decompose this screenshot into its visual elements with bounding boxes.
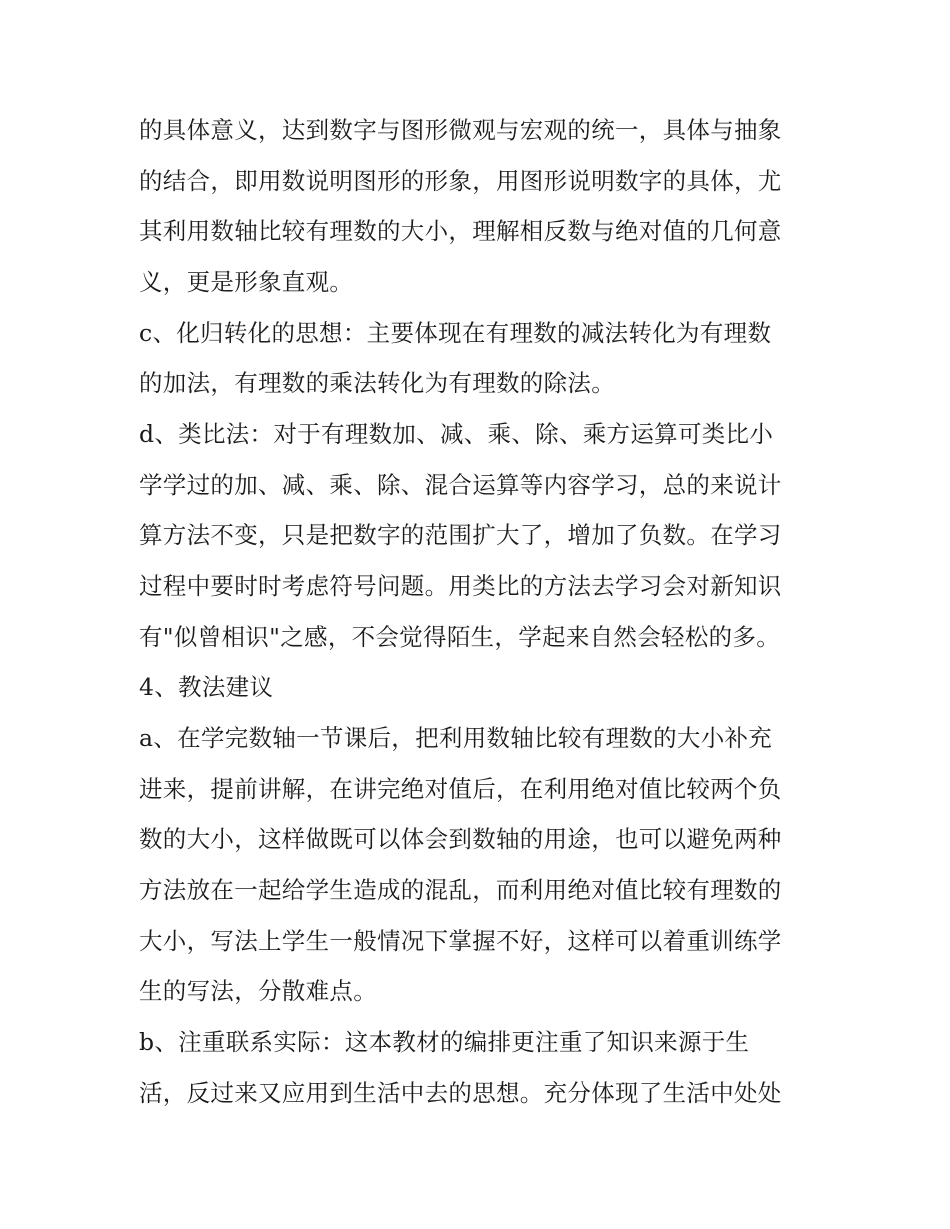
text-line-1: 的具体意义，达到数字与图形微观与宏观的统一，具体与抽象 [139,116,782,144]
text-line-4: 义，更是形象直观。 [139,268,354,296]
text-line-3: 其利用数轴比较有理数的大小，理解相反数与绝对值的几何意 [139,217,782,245]
text-line-19: b、注重联系实际：这本教材的编排更注重了知识来源于生 [139,1028,750,1056]
text-line-12: 4、教法建议 [139,673,274,701]
text-line-14: 进来，提前讲解，在讲完绝对值后，在利用绝对值比较两个负 [139,775,782,803]
text-line-20: 活，反过来又应用到生活中去的思想。充分体现了生活中处处 [139,1079,782,1107]
text-line-8: 学学过的加、减、乘、除、混合运算等内容学习，总的来说计 [139,471,782,499]
text-line-13: a、在学完数轴一节课后，把利用数轴比较有理数的大小补充 [139,724,773,752]
text-line-7: d、类比法：对于有理数加、减、乘、除、乘方运算可类比小 [139,420,774,448]
text-line-2: 的结合，即用数说明图形的形象，用图形说明数字的具体，尤 [139,167,782,195]
text-line-17: 大小，写法上学生一般情况下掌握不好，这样可以着重训练学 [139,927,782,955]
text-line-11: 有"似曾相识"之感，不会觉得陌生，学起来自然会轻松的多。 [139,623,781,651]
text-line-10: 过程中要时时考虑符号问题。用类比的方法去学习会对新知识 [139,572,782,600]
text-line-9: 算方法不变，只是把数字的范围扩大了，增加了负数。在学习 [139,521,782,549]
text-line-15: 数的大小，这样做既可以体会到数轴的用途，也可以避免两种 [139,825,782,853]
text-line-18: 生的写法，分散难点。 [139,977,377,1005]
text-line-16: 方法放在一起给学生造成的混乱，而利用绝对值比较有理数的 [139,876,782,904]
text-line-6: 的加法，有理数的乘法转化为有理数的除法。 [139,369,615,397]
text-line-5: c、化归转化的思想：主要体现在有理数的减法转化为有理数 [139,319,772,347]
